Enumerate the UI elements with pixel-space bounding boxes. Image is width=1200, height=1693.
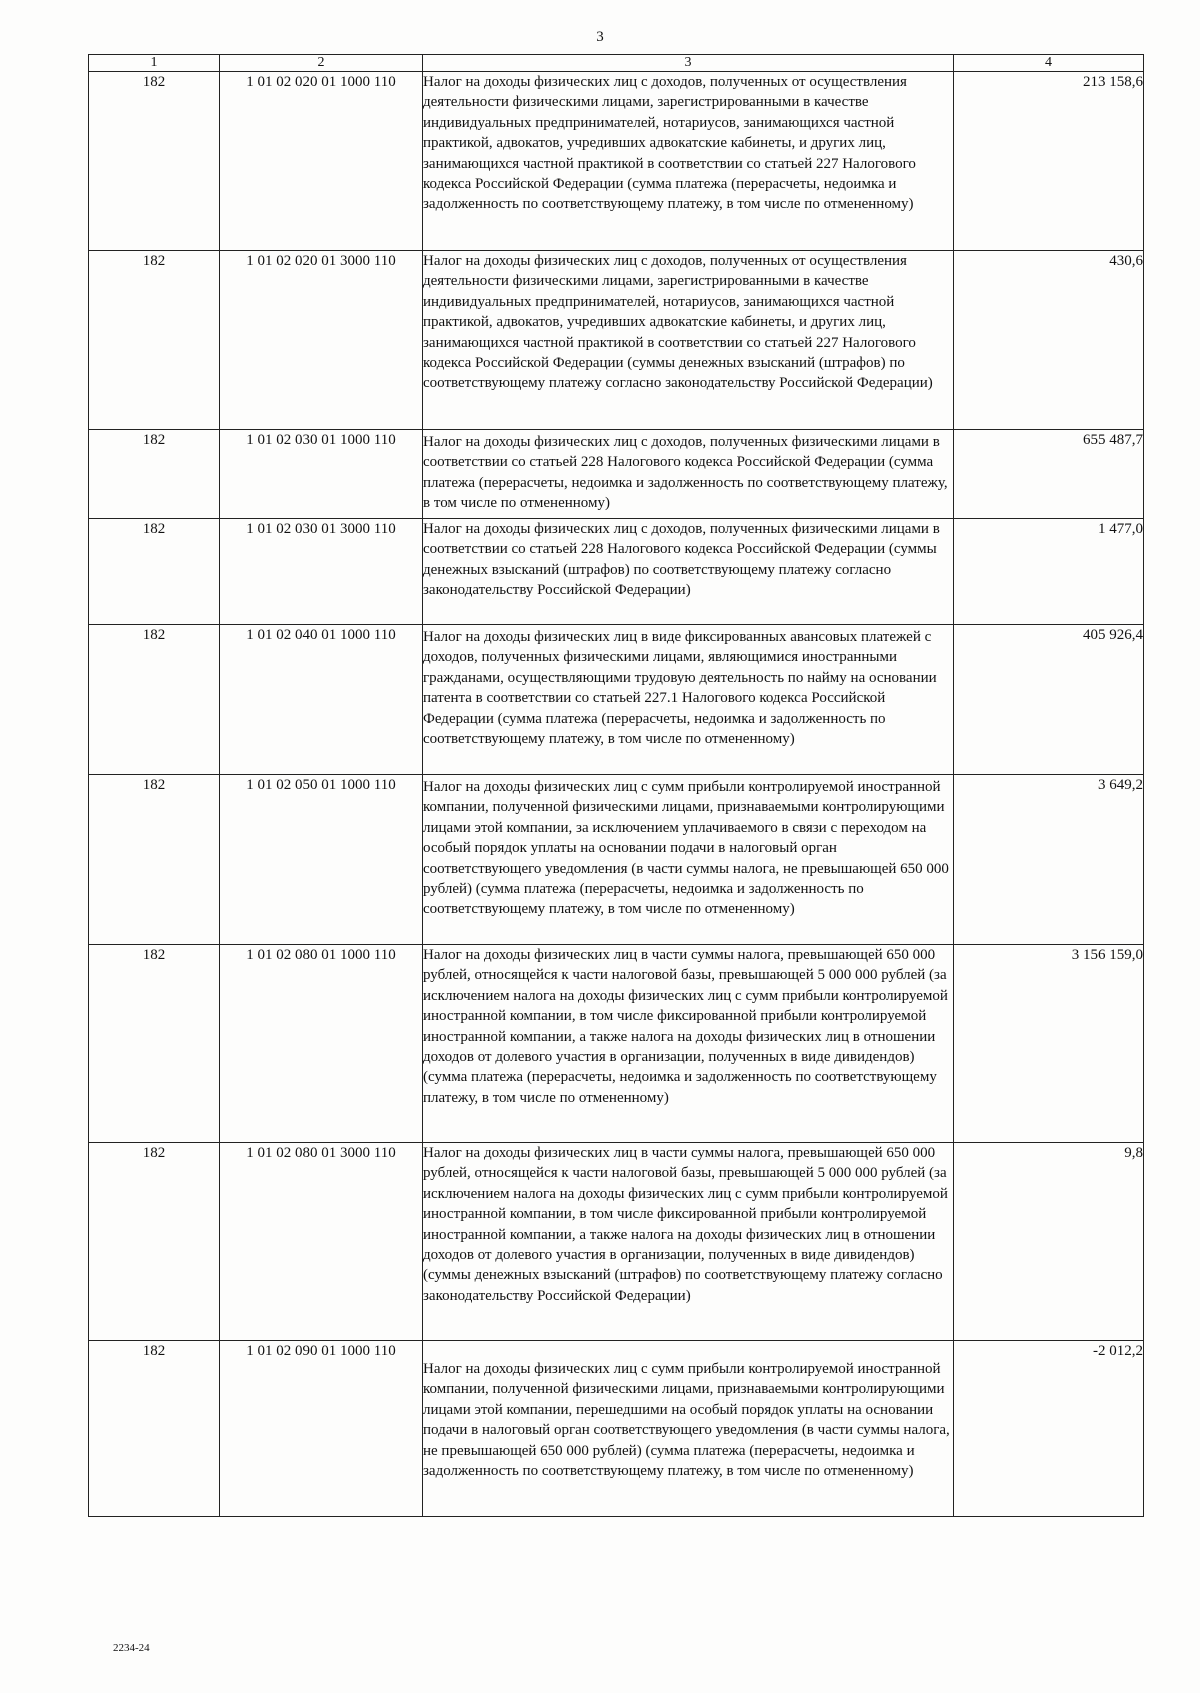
description-cell: Налог на доходы физических лиц в части суммы налога, превышающей 650 000 рублей, относящейся к части налоговой базы, превышающей 5 000 000 рублей (за исключением налога на доходы физических лиц с сумм прибыли контролируемой иностранной компании, в том числе фиксированной прибыли контролируемой иностранной компании, а также налога на доходы физических лиц в отношении доходов от долевого участия в организации, полученных в виде дивидендов) (сумма платежа (перерасчеты, недоимка и задолженность по соответствующему платежу, в том числе по отмененному) [423,945,954,1143]
budget-code-cell: 1 01 02 030 01 1000 110 [220,430,423,519]
budget-code-cell: 1 01 02 090 01 1000 110 [220,1341,423,1517]
budget-code-cell: 1 01 02 080 01 3000 110 [220,1143,423,1341]
budget-code-cell: 1 01 02 080 01 1000 110 [220,945,423,1143]
header-col-2: 2 [220,55,423,72]
header-row [89,55,1144,72]
table-row [89,1341,1144,1517]
description-cell: Налог на доходы физических лиц с сумм прибыли контролируемой иностранной компании, полученной физическими лицами, признаваемыми контролирующими лицами этой компании, за исключением уплачиваемого в связи с переходом на особый порядок уплаты на основании подачи в налоговый орган соответствующего уведомления (в части суммы налога, не превышающей 650 000 рублей) (сумма платежа (перерасчеты, недоимка и задолженность по соответствующему платежу, в том числе по отмененному) [423,775,954,945]
description-cell: Налог на доходы физических лиц с доходов, полученных от осуществления деятельности физическими лицами, зарегистрированными в качестве индивидуальных предпринимателей, нотариусов, занимающихся частной практикой, адвокатов, учредивших адвокатские кабинеты, и других лиц, занимающихся частной практикой в соответствии со статьей 227 Налогового кодекса Российской Федерации (сумма платежа (перерасчеты, недоимка и задолженность по соответствующему платежу, в том числе по отмененному) [423,72,954,251]
table-row [89,625,1144,775]
budget-code-cell: 1 01 02 020 01 1000 110 [220,72,423,251]
amount-cell: -2 012,2 [954,1341,1144,1517]
budget-code-cell: 1 01 02 050 01 1000 110 [220,775,423,945]
admin-code-cell: 182 [89,72,220,251]
table-row [89,945,1144,1143]
amount-cell: 9,8 [954,1143,1144,1341]
table-row [89,519,1144,625]
admin-code-cell: 182 [89,775,220,945]
admin-code-cell: 182 [89,625,220,775]
budget-code-cell: 1 01 02 040 01 1000 110 [220,625,423,775]
amount-cell: 3 156 159,0 [954,945,1144,1143]
description-cell: Налог на доходы физических лиц в части суммы налога, превышающей 650 000 рублей, относящейся к части налоговой базы, превышающей 5 000 000 рублей (за исключением налога на доходы физических лиц с сумм прибыли контролируемой иностранной компании, в том числе фиксированной прибыли контролируемой иностранной компании, а также налога на доходы физических лиц в отношении доходов от долевого участия в организации, полученных в виде дивидендов) (суммы денежных взысканий (штрафов) по соответствующему платежу согласно законодательству Российской Федерации) [423,1143,954,1341]
budget-code-cell: 1 01 02 030 01 3000 110 [220,519,423,625]
page-number: 3 [596,29,604,45]
table-row [89,1143,1144,1341]
revenue-table [88,54,1144,1517]
table-row [89,430,1144,519]
amount-cell: 213 158,6 [954,72,1144,251]
admin-code-cell: 182 [89,519,220,625]
admin-code-cell: 182 [89,1341,220,1517]
description-cell: Налог на доходы физических лиц с доходов, полученных физическими лицами в соответствии со статьей 228 Налогового кодекса Российской Федерации (сумма платежа (перерасчеты, недоимка и задолженность по соответствующему платежу, в том числе по отмененному) [423,430,954,519]
description-cell: Налог на доходы физических лиц с доходов, полученных физическими лицами в соответствии со статьей 228 Налогового кодекса Российской Федерации (суммы денежных взысканий (штрафов) по соответствующему платежу согласно законодательству Российской Федерации) [423,519,954,625]
admin-code-cell: 182 [89,251,220,430]
amount-cell: 655 487,7 [954,430,1144,519]
table-row [89,72,1144,251]
budget-code-cell: 1 01 02 020 01 3000 110 [220,251,423,430]
admin-code-cell: 182 [89,430,220,519]
header-col-3: 3 [423,55,954,72]
admin-code-cell: 182 [89,1143,220,1341]
header-col-1: 1 [89,55,220,72]
table-row [89,251,1144,430]
amount-cell: 430,6 [954,251,1144,430]
admin-code-cell: 182 [89,945,220,1143]
amount-cell: 405 926,4 [954,625,1144,775]
header-col-4: 4 [954,55,1144,72]
description-cell: Налог на доходы физических лиц с сумм прибыли контролируемой иностранной компании, полученной физическими лицами, признаваемыми контролирующими лицами этой компании, перешедшими на особый порядок уплаты на основании подачи в налоговый орган соответствующего уведомления (в части суммы налога, не превышающей 650 000 рублей) (сумма платежа (перерасчеты, недоимка и задолженность по соответствующему платежу, в том числе по отмененному) [423,1341,954,1517]
table-row [89,775,1144,945]
description-cell: Налог на доходы физических лиц в виде фиксированных авансовых платежей с доходов, полученных физическими лицами, являющимися иностранными гражданами, осуществляющими трудовую деятельность по найму на основании патента в соответствии со статьей 227.1 Налогового кодекса Российской Федерации (сумма платежа (перерасчеты, недоимка и задолженность по соответствующему платежу, в том числе по отмененному) [423,625,954,775]
description-cell: Налог на доходы физических лиц с доходов, полученных от осуществления деятельности физическими лицами, зарегистрированными в качестве индивидуальных предпринимателей, нотариусов, занимающихся частной практикой, адвокатов, учредивших адвокатские кабинеты, и других лиц, занимающихся частной практикой в соответствии со статьей 227 Налогового кодекса Российской Федерации (суммы денежных взысканий (штрафов) по соответствующему платежу согласно законодательству Российской Федерации) [423,251,954,430]
amount-cell: 3 649,2 [954,775,1144,945]
amount-cell: 1 477,0 [954,519,1144,625]
document-code: 2234-24 [113,1642,150,1654]
